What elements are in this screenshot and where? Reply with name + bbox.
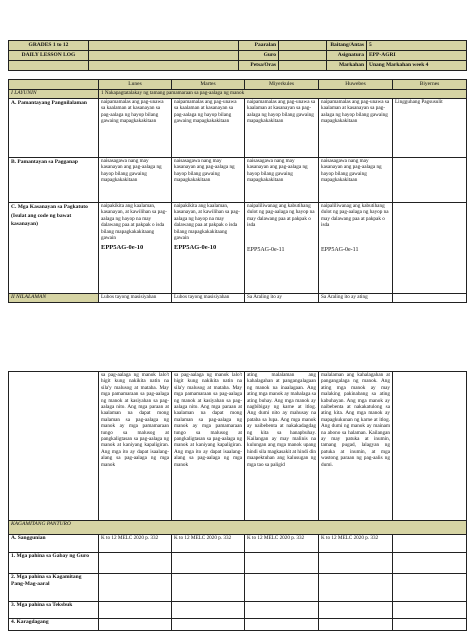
table-cell bbox=[393, 574, 467, 602]
competency-text: naipakikita ang kaalaman, kasanayan, at kawilihan sa pag-aalaga ng hayop na may dalawang paa at pakpak o isda bilang mapagkakakitaang gawain bbox=[174, 203, 240, 242]
day-header-thursday: Huwebes bbox=[319, 80, 393, 90]
table-cell: naipamamalas ang pag-unawa sa kaalaman at kasanayan sa pag-aalaga ng hayop bilang gawaing mapagkakakitaan bbox=[99, 99, 172, 158]
table-cell bbox=[393, 602, 467, 619]
table-cell: sa pag-aalaga ng manok lalo't higit kung nakikita natin na sila'y malusog at mataba. May mga pamamaraan sa pag-aalaga ng manok at kasiyahan sa pag-aalaga nito. Ang mga paraan at kaalaman na dapat mong malaman sa pag-aalaga ng manok ay mga pamamaraan tungo sa malusog at pangkaligtasan sa pag-aalaga ng manok at kaniyang kapaligiran. Ang mga ito ay dapat isaalang-alang sa pag-aalaga ng mga manok bbox=[99, 372, 172, 521]
header-label-school: Paaralan bbox=[239, 41, 279, 51]
table-cell: sa pag-aalaga ng manok lalo't higit kung nakikita natin na sila'y malusog at mataba. May mga pamamaraan sa pag-aalaga ng manok at kasiyahan sa pag-aalaga nito. Ang mga paraan at kaalaman na dapat mong malaman sa pag-aalaga ng manok ay mga pamamaraan tungo sa malusog at pangkaligtasan sa pag-aalaga ng manok at kaniyang kapaligiran. Ang mga ito ay dapat isaalang-alang sa pag-aalaga ng mga manok bbox=[172, 372, 245, 521]
header-label-grade: Baitang/Antas bbox=[327, 41, 367, 51]
table-cell bbox=[99, 203, 172, 294]
header-value-quarter: Unang Markahan week 4 bbox=[367, 61, 467, 71]
table-cell: K to 12 MELC 2020 p. 332 bbox=[245, 535, 319, 553]
table-cell bbox=[99, 553, 172, 574]
table-cell: naipamamalas ang pag-unawa sa kaalaman at kasanayan sa pag-aalaga ng hayop bilang gawaing mapagkakakitaan bbox=[172, 99, 245, 158]
competency-code: EPP5AG-0e-11 bbox=[247, 246, 285, 253]
section-label-materials: KAGAMITANG PANTURO bbox=[9, 521, 467, 535]
table-cell: K to 12 MELC 2020 p. 332 bbox=[172, 535, 245, 553]
lesson-table-continued bbox=[8, 371, 467, 631]
table-cell bbox=[245, 553, 319, 574]
table-cell: Sa Araling ito ay bbox=[245, 294, 319, 303]
header-left-title: GRADES 1 to 12 bbox=[9, 41, 89, 51]
competency-code: EPP5AG-0e-10 bbox=[174, 244, 217, 252]
lesson-table bbox=[8, 79, 467, 303]
table-cell: K to 12 MELC 2020 p. 332 bbox=[99, 535, 172, 553]
row-label-teacher-guide-pages: 1. Mga pahina sa Gabay ng Guro bbox=[9, 553, 99, 574]
row-label-learner-materials-pages: 2. Mga pahina sa Kagamitang Pang-Mag-aaral bbox=[9, 574, 99, 602]
row-label-learning-competencies: C. Mga Kasanayan sa Pagkatuto (Isulat ang code ng bawat kasanayan) bbox=[9, 203, 99, 294]
table-cell: naisasagawa nang may kasanayan ang pag-aalaga ng hayop bilang gawaing mapagkakakitaan bbox=[245, 158, 319, 203]
header-value-date bbox=[279, 61, 327, 71]
competency-code: EPP5AG-0e-10 bbox=[101, 244, 144, 252]
table-cell: naipamamalas ang pag-unawa sa kaalaman at kasanayan sa pag-aalaga ng hayop bilang gawaing mapagkakakitaan bbox=[245, 99, 319, 158]
row-label-performance-standard: B. Pamantayan sa Pagganap bbox=[9, 158, 99, 203]
day-header-monday: Lunes bbox=[99, 80, 172, 90]
table-cell: naisasagawa nang may kasanayan ang pag-aalaga ng hayop bilang gawaing mapagkakakitaan bbox=[172, 158, 245, 203]
table-cell bbox=[99, 574, 172, 602]
continuation-label-cell bbox=[9, 372, 99, 521]
table-cell: naisasagawa nang may kasanayan ang pag-aalaga ng hayop bilang gawaing mapagkakakitaan bbox=[99, 158, 172, 203]
table-cell bbox=[393, 372, 467, 521]
header-table bbox=[8, 40, 467, 71]
day-header-friday: Biyernes bbox=[393, 80, 467, 90]
table-cell bbox=[245, 574, 319, 602]
table-cell bbox=[393, 203, 467, 294]
header-spacer bbox=[89, 41, 239, 51]
table-cell bbox=[245, 619, 319, 631]
competency-code: EPP5AG-0e-11 bbox=[321, 246, 359, 253]
table-cell bbox=[319, 203, 393, 294]
table-cell bbox=[393, 535, 467, 553]
table-cell: malalaman ang kahalagahan at pangangalaga ng manok. Ang ating mga manok ay may malaking pakinabang sa ating kabuhayan. Ang mga manok ay naibebenta at nakakatulong sa ating kita. Ang mga manok ay mapagkukunan ng karne at itlog. Ang dumi ng manok ay mainam na abono sa halaman. Kailangan ay may patuka at inumin, tamang pugad, lalagyan ng patuka at inumin, at mga wastong paraan ng pag-aalis ng dumi. bbox=[319, 372, 393, 521]
section-label-content: II NILALAMAN bbox=[9, 294, 99, 303]
table-cell: Lubos tayong masisiyahan bbox=[172, 294, 245, 303]
corner-cell bbox=[9, 80, 99, 90]
section-objective-text: 1 Nakapagtatalakay ng tamang pamamaraan sa pag-aalaga ng manok bbox=[99, 90, 467, 99]
table-cell: naipamamalas ang pag-unawa sa kaalaman at kasanayan sa pag-aalaga ng hayop bilang gawaing mapagkakakitaan bbox=[319, 99, 393, 158]
table-cell bbox=[319, 553, 393, 574]
header-label-teacher: Guro bbox=[239, 51, 279, 61]
header-left-title bbox=[9, 61, 89, 71]
header-spacer bbox=[89, 61, 239, 71]
table-cell bbox=[245, 602, 319, 619]
row-label-textbook-pages: 3. Mga pahina sa Teksbuk bbox=[9, 602, 99, 619]
row-label-additional: 4. Karagdagang bbox=[9, 619, 99, 631]
row-label-references: A. Sanggunian bbox=[9, 535, 99, 553]
table-cell bbox=[172, 574, 245, 602]
table-cell bbox=[172, 602, 245, 619]
table-cell bbox=[319, 574, 393, 602]
table-cell: naisasagawa nang may kasanayan ang pag-aalaga ng hayop bilang gawaing mapagkakakitaan bbox=[319, 158, 393, 203]
section-label-objectives: I LAYUNIN bbox=[9, 90, 99, 99]
page-1 bbox=[8, 40, 466, 303]
table-cell: Lingguhang Pagsusulit bbox=[393, 99, 467, 158]
page-2 bbox=[8, 371, 466, 631]
table-cell bbox=[319, 602, 393, 619]
table-cell bbox=[99, 619, 172, 631]
table-cell bbox=[172, 619, 245, 631]
table-cell bbox=[393, 294, 467, 303]
header-label-quarter: Markahan bbox=[327, 61, 367, 71]
header-spacer bbox=[89, 51, 239, 61]
table-cell bbox=[172, 203, 245, 294]
competency-text: naipakikita ang kaalaman, kasanayan, at kawilihan sa pag-aalaga ng hayop na may dalawang paa at pakpak o isda bilang mapagkakakitaang gawain bbox=[101, 203, 167, 242]
table-cell bbox=[172, 553, 245, 574]
header-value-subject: EPP-AGRI bbox=[367, 51, 467, 61]
row-label-content-standard: A. Pamantayang Pangnilalaman bbox=[9, 99, 99, 158]
header-value-grade: 5 bbox=[367, 41, 467, 51]
header-value-school bbox=[279, 41, 327, 51]
table-cell: Lubos tayong masisiyahan bbox=[99, 294, 172, 303]
competency-text: naipaliliwanag ang kabutihang dulot ng pag-aalaga ng hayop na may dalawang paa at pakpak o isda bbox=[321, 203, 389, 229]
table-cell bbox=[99, 602, 172, 619]
table-cell bbox=[245, 203, 319, 294]
table-cell: K to 12 MELC 2020 p. 332 bbox=[319, 535, 393, 553]
day-header-tuesday: Martes bbox=[172, 80, 245, 90]
table-cell bbox=[393, 158, 467, 203]
competency-text: naipaliliwanag ang kabutihang dulot ng pag-aalaga ng hayop na may dalawang paa at pakpak o isda bbox=[247, 203, 315, 229]
table-cell: Sa Araling ito ay ating bbox=[319, 294, 393, 303]
header-value-teacher bbox=[279, 51, 327, 61]
table-cell: ating malalaman ang kahalagahan at pangangalagaan ng manok na inaalagaan. Ang ating mga manok ay mahalaga sa ating buhay. Ang mga manok ay nagbibigay ng karne at itlog. Ang dumi nito ay mahusay na pataba sa lupa. Ang mga manok ay naibebenta at nakakadagdag ng kita sa hanapbuhay. Kailangan ay may malinis na kulungan ang mga manok upang hindi sila magkasakit at hindi din maapektuhan ang kalusugan ng mga tao sa paligid bbox=[245, 372, 319, 521]
header-label-date: Petsa/Oras bbox=[239, 61, 279, 71]
header-label-subject: Asignatura bbox=[327, 51, 367, 61]
day-header-wednesday: Miyerkules bbox=[245, 80, 319, 90]
table-cell bbox=[393, 553, 467, 574]
table-cell bbox=[393, 619, 467, 631]
header-left-title: DAILY LESSON LOG bbox=[9, 51, 89, 61]
table-cell bbox=[319, 619, 393, 631]
